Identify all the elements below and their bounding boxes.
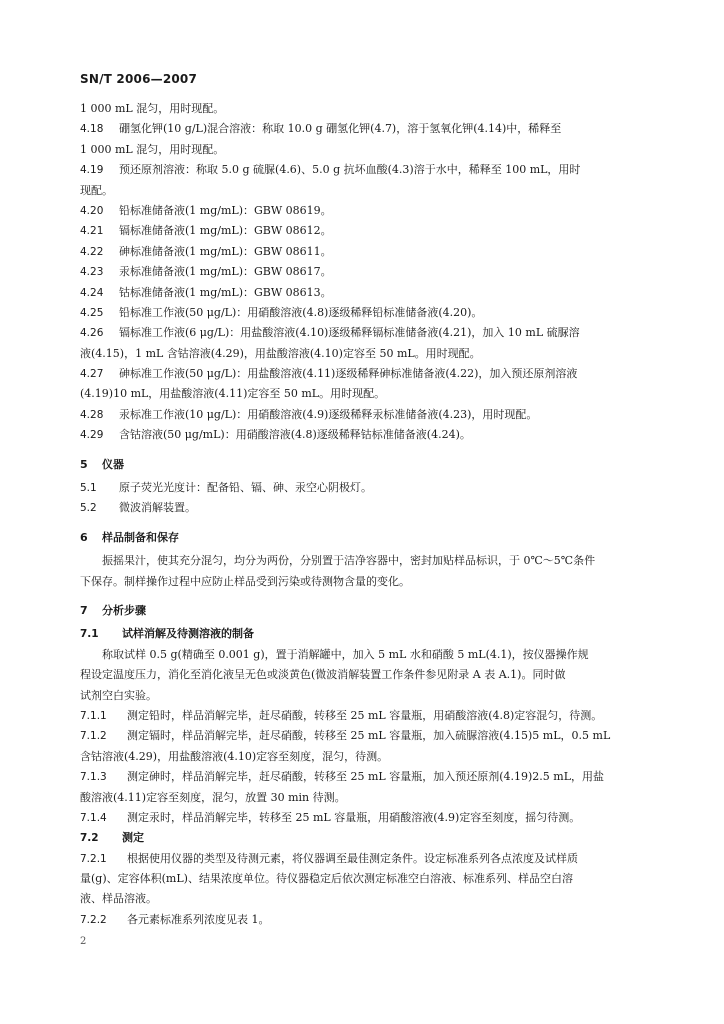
text-line: 1 000 mL 混匀，用时现配。 [80, 142, 225, 156]
standard-code: SN/T 2006—2007 [80, 72, 198, 86]
section-6-heading [80, 528, 646, 548]
section-number: 5 [80, 457, 88, 471]
section-title: 分析步骤 [102, 603, 146, 617]
clause-text: 测定砷时，样品消解完毕，赶尽硝酸，转移至 25 mL 容量瓶，加入预还原剂(4.19)2.5 mL，用盐 [127, 770, 605, 784]
text-line: 液、样品溶液。 [80, 892, 157, 906]
section-7-heading [80, 601, 646, 621]
clause-text: 砷标准储备液(1 mg/mL)：GBW 08611。 [119, 244, 332, 258]
clause-text: 钴标准储备液(1 mg/mL)：GBW 08613。 [119, 285, 332, 299]
clause-4-21 [80, 221, 646, 241]
clause-text: 镉标准工作液(6 μg/L)：用盐酸溶液(4.10)逐级稀释镉标准储备液(4.21)，加入 10 mL 硫脲溶 [119, 326, 580, 340]
text-line: 酸溶液(4.11)定容至刻度，混匀，放置 30 min 待测。 [80, 790, 346, 804]
clause-4-22 [80, 242, 646, 262]
clause-number: 4.21 [80, 225, 104, 238]
clause-number: 7.1.1 [80, 709, 107, 722]
section-title: 样品制备和保存 [102, 530, 179, 544]
clause-text: 硼氢化钾(10 g/L)混合溶液：称取 10.0 g 硼氢化钾(4.7)，溶于氢氧化钾(4.14)中，稀释至 [119, 122, 562, 136]
clause-number: 4.28 [80, 408, 104, 421]
clause-number: 4.27 [80, 368, 104, 381]
clause-number: 4.29 [80, 429, 104, 442]
paragraph-line: 试剂空白实验。 [80, 688, 157, 702]
clause-text: 各元素标准系列浓度见表 1。 [127, 912, 270, 926]
clause-number: 5.1 [80, 482, 97, 495]
clause-text: 汞标准工作液(10 μg/L)：用硝酸溶液(4.9)逐级稀释汞标准储备液(4.23)，用时现配。 [119, 407, 538, 421]
text-line: 1 000 mL 混匀，用时现配。 [80, 102, 225, 115]
section-number: 6 [80, 530, 88, 544]
clause-4-29 [80, 425, 646, 445]
paragraph-line: 程设定温度压力，消化至消化液呈无色或淡黄色(微波消解装置工作条件参见附录 A 表 A.1)。同时做 [80, 668, 566, 682]
clause-7-1-3 [80, 767, 646, 787]
clause-text: 测定镉时，样品消解完毕，赶尽硝酸，转移至 25 mL 容量瓶，加入硫脲溶液(4.15)5 mL，0.5 mL [127, 729, 611, 743]
clause-text: 含钴溶液(50 μg/mL)：用硝酸溶液(4.8)逐级稀释钴标准储备液(4.24)。 [119, 428, 471, 442]
clause-7-1-4 [80, 808, 646, 828]
document-body [80, 99, 646, 930]
clause-number: 5.2 [80, 502, 97, 515]
clause-number: 7.2.1 [80, 852, 107, 865]
clause-4-19 [80, 160, 646, 180]
text-line: 含钴溶液(4.29)，用盐酸溶液(4.10)定容至刻度，混匀，待测。 [80, 749, 389, 763]
clause-number: 4.19 [80, 164, 104, 177]
section-5-heading [80, 455, 646, 475]
clause-7-1-1 [80, 706, 646, 726]
text-line: 液(4.15)，1 mL 含钴溶液(4.29)，用盐酸溶液(4.10)定容至 50 mL。用时现配。 [80, 346, 481, 360]
clause-number: 4.24 [80, 286, 104, 299]
clause-4-23 [80, 262, 646, 282]
clause-text: 测定汞时，样品消解完毕，转移至 25 mL 容量瓶，用硝酸溶液(4.9)定容至刻度，摇匀待测。 [127, 810, 581, 824]
paragraph-line: 下保存。制样操作过程中应防止样品受到污染或待测物含量的变化。 [80, 574, 410, 588]
clause-5-2 [80, 498, 646, 518]
text-line: 量(g)、定容体积(mL)、结果浓度单位。待仪器稳定后依次测定标准空白溶液、标准系列、样品空白溶 [80, 872, 573, 886]
paragraph-line: 振摇果汁，使其充分混匀，均分为两份，分别置于洁净容器中，密封加贴样品标识，于 0℃～5℃条件 [102, 554, 596, 568]
clause-number: 7.1.4 [80, 811, 107, 824]
clause-5-1 [80, 478, 646, 498]
subsection-7-1-heading [80, 624, 646, 644]
clause-4-25 [80, 303, 646, 323]
subsection-title: 测定 [122, 831, 144, 845]
subsection-number: 7.1 [80, 628, 99, 641]
clause-text: 预还原剂溶液：称取 5.0 g 硫脲(4.6)、5.0 g 抗坏血酸(4.3)溶于水中，稀释至 100 mL，用时 [119, 163, 581, 177]
text-line: 现配。 [80, 183, 113, 197]
clause-text: 根据使用仪器的类型及待测元素，将仪器调至最佳测定条件。设定标准系列各点浓度及试样质 [127, 851, 578, 865]
clause-text: 砷标准工作液(50 μg/L)：用盐酸溶液(4.11)逐级稀释砷标准储备液(4.22)，加入预还原剂溶液 [119, 367, 578, 381]
clause-number: 4.23 [80, 266, 104, 279]
clause-7-2-2 [80, 910, 646, 930]
clause-text: 汞标准储备液(1 mg/mL)：GBW 08617。 [119, 265, 332, 279]
clause-text: 测定铅时，样品消解完毕，赶尽硝酸，转移至 25 mL 容量瓶，用硝酸溶液(4.8)定容混匀，待测。 [127, 708, 603, 722]
clause-4-20 [80, 201, 646, 221]
clause-4-28 [80, 405, 646, 425]
clause-7-1-2 [80, 726, 646, 746]
clause-number: 4.22 [80, 245, 104, 258]
subsection-number: 7.2 [80, 832, 99, 845]
clause-number: 7.1.2 [80, 730, 107, 743]
clause-number: 4.25 [80, 306, 104, 319]
section-number: 7 [80, 603, 88, 617]
clause-number: 4.18 [80, 123, 104, 136]
clause-4-26 [80, 323, 646, 343]
clause-text: 原子荧光光度计：配备铅、镉、砷、汞空心阴极灯。 [119, 481, 372, 495]
clause-number: 4.26 [80, 327, 104, 340]
clause-text: 微波消解装置。 [119, 501, 196, 515]
clause-4-18 [80, 119, 646, 139]
subsection-7-2-heading [80, 828, 646, 848]
clause-number: 7.2.2 [80, 913, 107, 926]
clause-4-27 [80, 364, 646, 384]
clause-4-24 [80, 283, 646, 303]
text-line: (4.19)10 mL，用盐酸溶液(4.11)定容至 50 mL。用时现配。 [80, 387, 386, 401]
section-title: 仪器 [102, 457, 124, 471]
subsection-title: 试样消解及待测溶液的制备 [122, 627, 254, 641]
clause-text: 镉标准储备液(1 mg/mL)：GBW 08612。 [119, 224, 332, 238]
clause-7-2-1 [80, 849, 646, 869]
clause-text: 铅标准工作液(50 μg/L)：用硝酸溶液(4.8)逐级稀释铅标准储备液(4.20)。 [119, 305, 483, 319]
paragraph-line: 称取试样 0.5 g(精确至 0.001 g)，置于消解罐中，加入 5 mL 水和硝酸 5 mL(4.1)，按仪器操作规 [102, 647, 589, 661]
page-number: 2 [80, 936, 87, 947]
clause-number: 4.20 [80, 204, 104, 217]
clause-number: 7.1.3 [80, 771, 107, 784]
clause-text: 铅标准储备液(1 mg/mL)：GBW 08619。 [119, 203, 332, 217]
